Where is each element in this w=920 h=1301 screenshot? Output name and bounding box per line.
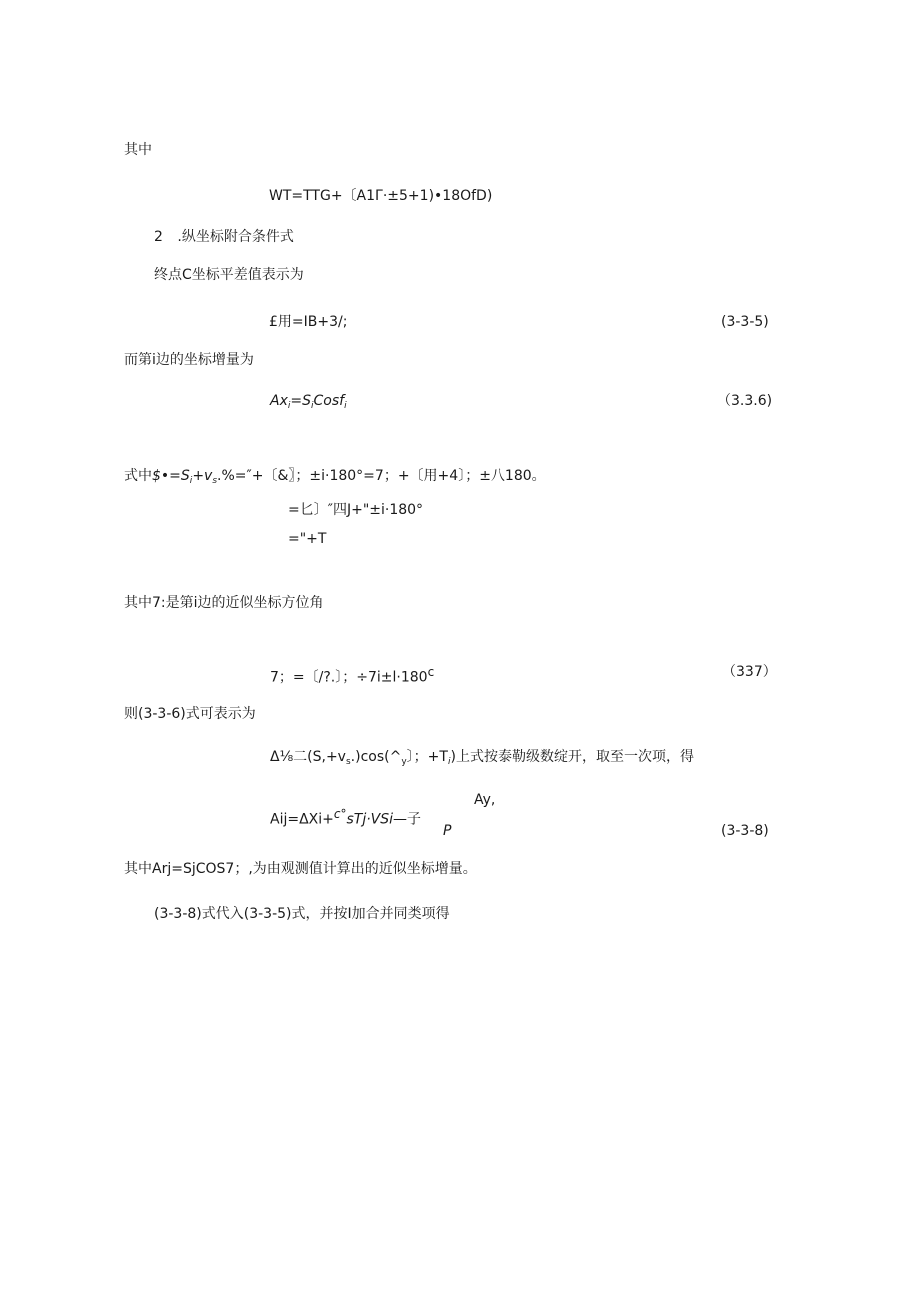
equation-number-3-3-5: (3-3-5): [721, 314, 769, 330]
text-line-approx-azimuth: 其中7:是第i边的近似坐标方位角: [124, 595, 324, 611]
section-heading: [154, 228, 294, 246]
equation-number-3-3-8: (3-3-8): [721, 823, 769, 839]
formula-fraction-denominator: P: [443, 823, 452, 839]
equation-number-3-3-7: （337）: [722, 664, 777, 680]
formula-3-3-5: £用=IB+3/;: [269, 314, 348, 330]
formula-taylor-line: Δ⅛二$(S,+v_s.)\cos(\^{}_y$〕；$+T_i$)上式按泰勒级数绽开，取至一次项，得: [270, 749, 694, 767]
text-line-approx-increment: 其中Arj=SjCOS7；,为由观测值计算出的近似坐标增量。: [124, 861, 477, 877]
text-line-substitute: (3-3-8)式代入(3-3-5)式，并按I加合并同类项得: [154, 906, 450, 922]
text-line-expressed: 则(3-3-6)式可表示为: [124, 706, 256, 722]
formula-where-line: 式中$\$•=S_i+v_s.\%=''+$〔&〗；±i·180°=7；+〔用+4〕；±八180。: [124, 468, 546, 486]
formula-fraction-numerator: Ay,: [474, 792, 496, 808]
formula-3-3-7: 7；=〔/?.〕；$\div 7i\pm l\cdot 180^c$: [270, 665, 435, 686]
equation-number-3-3-6: （3.3.6): [717, 393, 773, 409]
formula-3-3-8: Aij=ΔXi+$^{c^\circ}$sTj·VSi—子: [270, 807, 422, 828]
section-number: 2: [154, 229, 163, 245]
formula-continuation-1: =匕〕″四J+"±i·180°: [288, 502, 424, 518]
section-title: .纵坐标附合条件式: [177, 229, 294, 245]
formula-wt: WT=TTG+〔A1Γ·±5+1)•18OfD): [269, 188, 493, 204]
text-line-endpoint: 终点C坐标平差值表示为: [154, 267, 304, 283]
formula-continuation-2: ="+T: [288, 531, 327, 547]
formula-3-3-6: $Ax_i=S_iCosf_i$: [270, 393, 347, 411]
text-line-intro: 其中: [124, 142, 152, 158]
text-line-increment: 而第i边的坐标增量为: [124, 352, 254, 368]
